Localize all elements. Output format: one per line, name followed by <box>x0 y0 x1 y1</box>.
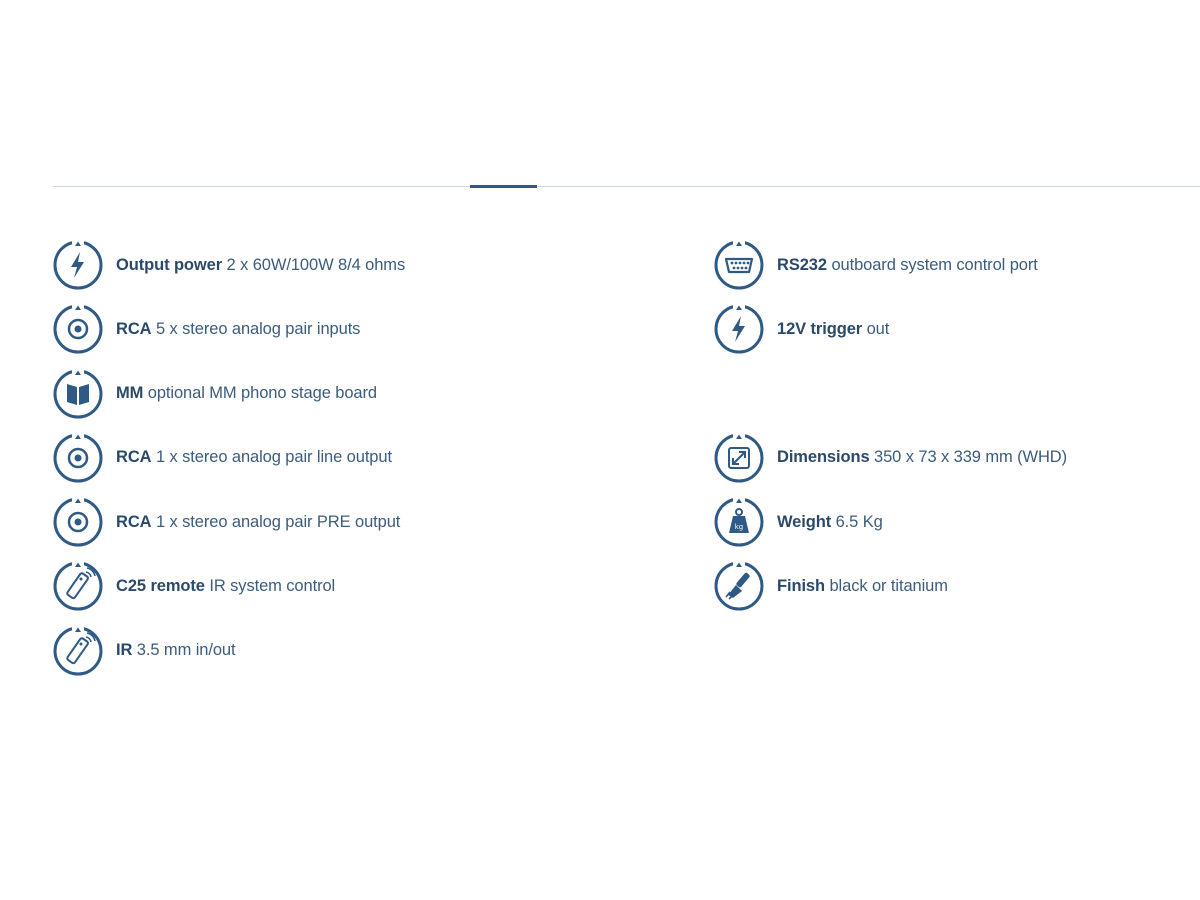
spec-value: 1 x stereo analog pair line output <box>155 448 392 467</box>
spec-12v-trigger <box>714 304 1067 354</box>
spec-value: optional MM phono stage board <box>147 384 377 403</box>
spec-rca-pre-output <box>53 497 405 547</box>
spec-value: 350 x 73 x 339 mm (WHD) <box>874 448 1068 467</box>
spec-label: RS232 <box>777 255 827 274</box>
spec-label: Output power <box>116 255 223 274</box>
spec-value: out <box>866 319 890 338</box>
spec-value: 3.5 mm in/out <box>136 641 236 660</box>
spec-label: IR <box>116 641 133 660</box>
spec-c25-remote <box>53 561 405 611</box>
spec-mm-phono <box>53 369 405 419</box>
spec-value: 1 x stereo analog pair PRE output <box>155 512 401 531</box>
weight-icon <box>714 497 764 547</box>
rca-connector-icon <box>53 497 103 547</box>
brush-icon <box>714 561 764 611</box>
spec-label: MM <box>116 384 144 403</box>
spec-output-power <box>53 240 405 290</box>
rs232-port-icon <box>714 240 764 290</box>
spec-label: RCA <box>116 319 152 338</box>
spec-label: RCA <box>116 448 152 467</box>
spec-value: black or titanium <box>829 576 948 595</box>
spec-value: 2 x 60W/100W 8/4 ohms <box>226 255 406 274</box>
spec-label: RCA <box>116 512 152 531</box>
spec-finish <box>714 561 1067 611</box>
spec-dimensions <box>714 433 1067 483</box>
spec-label: 12V trigger <box>777 319 863 338</box>
specs-left-column <box>53 240 405 690</box>
rca-connector-icon <box>53 304 103 354</box>
lightning-icon <box>714 304 764 354</box>
spec-label: Finish <box>777 576 825 595</box>
lightning-icon <box>53 240 103 290</box>
spec-rca-line-output <box>53 433 405 483</box>
phono-board-icon <box>53 369 103 419</box>
spec-label: Dimensions <box>777 448 870 467</box>
remote-control-icon <box>53 561 103 611</box>
spec-value: IR system control <box>209 576 336 595</box>
spec-label: Weight <box>777 512 832 531</box>
rca-connector-icon <box>53 433 103 483</box>
dimensions-icon <box>714 433 764 483</box>
remote-control-icon <box>53 626 103 676</box>
spec-value: 6.5 Kg <box>835 512 883 531</box>
spec-ir <box>53 626 405 676</box>
specs-right-column <box>714 240 1067 626</box>
spec-label: C25 remote <box>116 576 205 595</box>
spec-rs232 <box>714 240 1067 290</box>
spec-rca-inputs <box>53 304 405 354</box>
spec-value: outboard system control port <box>831 255 1038 274</box>
spec-value: 5 x stereo analog pair inputs <box>155 319 361 338</box>
section-divider <box>53 186 1200 187</box>
active-tab-indicator <box>470 185 537 188</box>
spec-weight <box>714 497 1067 547</box>
